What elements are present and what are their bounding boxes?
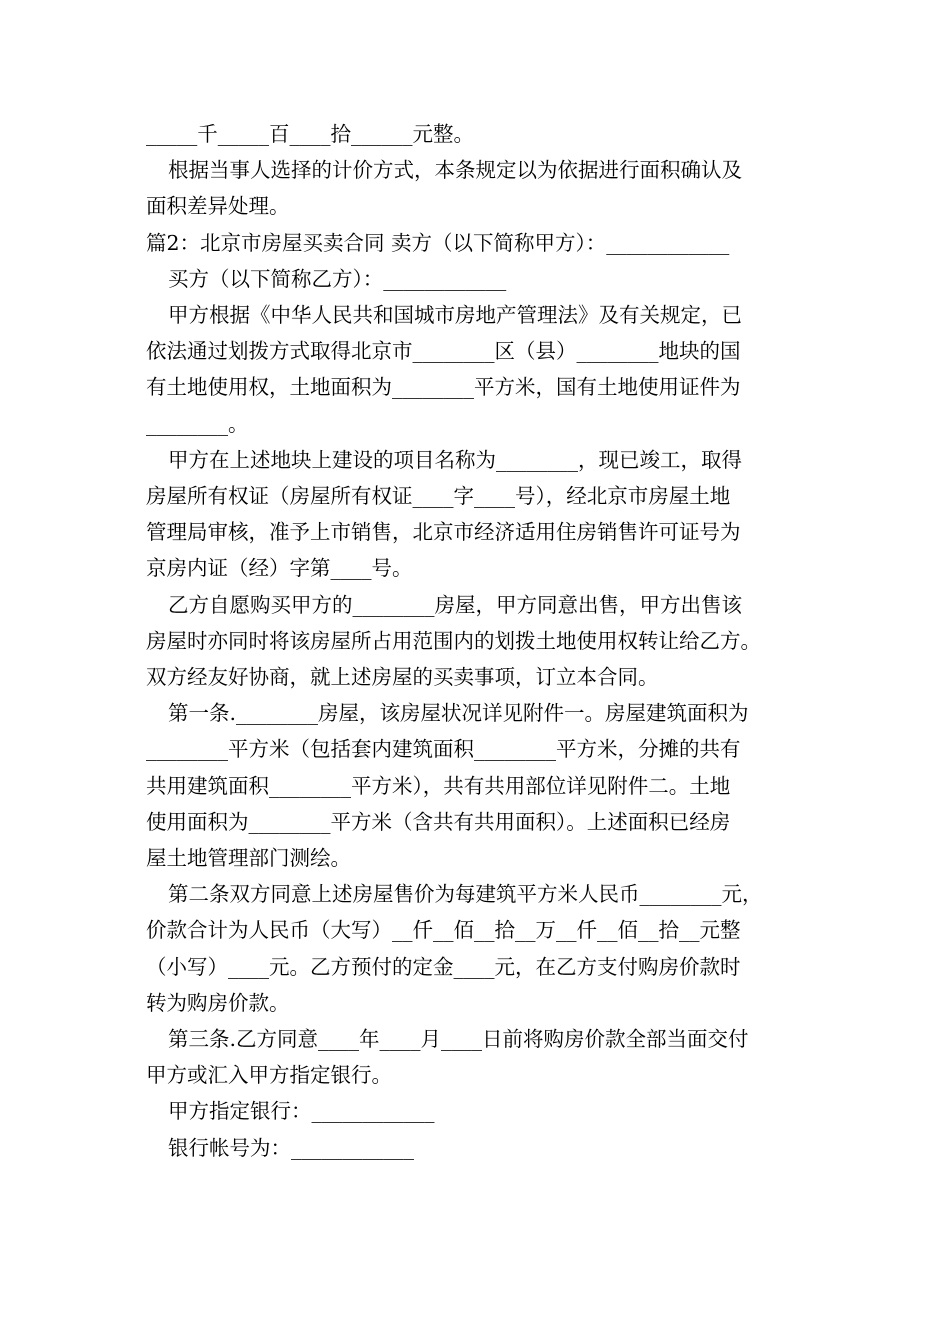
text-line: 使用面积为________平方米（含共有共用面积）。上述面积已经房: [146, 809, 731, 834]
text-line: 管理局审核，准予上市销售，北京市经济适用住房销售许可证号为: [146, 520, 741, 545]
text-line: 甲方指定银行：____________: [168, 1099, 435, 1124]
text-line: 根据当事人选择的计价方式，本条规定以为依据进行面积确认及: [168, 158, 742, 183]
text-line: 第一条.________房屋，该房屋状况详见附件一。房屋建筑面积为: [168, 701, 749, 726]
text-line: ________平方米（包括套内建筑面积________平方米，分摊的共有: [146, 737, 741, 762]
text-line: 银行帐号为：____________: [168, 1135, 414, 1160]
text-line: 篇2：北京市房屋买卖合同 卖方（以下简称甲方）：____________: [146, 230, 730, 255]
text-line: 买方（以下简称乙方）：____________: [168, 266, 507, 291]
text-line: _____千_____百____拾______元整。: [146, 122, 474, 146]
text-line: 依法通过划拨方式取得北京市________区（县）________地块的国: [146, 339, 741, 364]
text-line: 双方经友好协商，就上述房屋的买卖事项，订立本合同。: [146, 665, 659, 690]
text-line: 房屋所有权证（房屋所有权证____字____号），经北京市房屋土地: [146, 484, 731, 509]
text-line: 有土地使用权，土地面积为________平方米，国有土地使用证件为: [146, 375, 741, 400]
text-line: 价款合计为人民币（大写）__仟__佰__拾__万__仟__佰__拾__元整: [146, 918, 741, 943]
text-line: 京房内证（经）字第____号。: [146, 556, 413, 581]
text-line: 面积差异处理。: [146, 194, 290, 219]
text-line: 甲方或汇入甲方指定银行。: [146, 1063, 392, 1088]
text-line: 屋土地管理部门测绘。: [146, 846, 351, 871]
text-line: 转为购房价款。: [146, 990, 290, 1015]
text-line: 乙方自愿购买甲方的________房屋，甲方同意出售，甲方出售该: [168, 592, 742, 617]
text-line: 第三条.乙方同意____年____月____日前将购房价款全部当面交付: [168, 1027, 749, 1052]
text-line: 共用建筑面积________平方米），共有共用部位详见附件二。土地: [146, 773, 731, 798]
text-line: 甲方根据《中华人民共和国城市房地产管理法》及有关规定，已: [168, 303, 742, 328]
text-line: 第二条双方同意上述房屋售价为每建筑平方米人民币________元，: [168, 882, 763, 907]
document-body: [146, 116, 814, 1166]
text-line: 甲方在上述地块上建设的项目名称为________，现已竣工，取得: [168, 447, 742, 472]
text-line: ________。: [146, 411, 249, 436]
text-line: 房屋时亦同时将该房屋所占用范围内的划拨土地使用权转让给乙方。: [146, 628, 761, 653]
text-line: （小写）____元。乙方预付的定金____元，在乙方支付购房价款时: [146, 954, 741, 979]
